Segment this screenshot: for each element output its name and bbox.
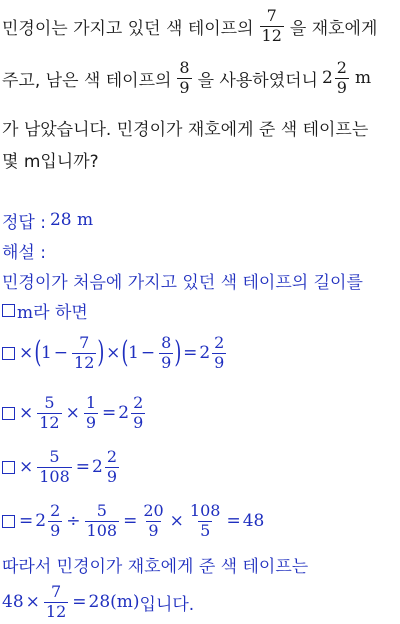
- times-operator: ×: [106, 343, 121, 363]
- times-operator: ×: [19, 403, 34, 423]
- equals-operator: =: [19, 511, 34, 531]
- problem-text: 몇 m입니까?: [2, 151, 99, 172]
- final-equation: [2, 580, 194, 624]
- problem-text: 가 남았습니다. 민경이가 재호에게 준 색 테이프는: [2, 119, 369, 140]
- times-operator: ×: [19, 343, 34, 363]
- fraction: $\frac{8}{9}$: [161, 332, 172, 372]
- problem-text: 민경이는 가지고 있던 색 테이프의: [2, 18, 254, 39]
- fraction: $\frac{8}{9}$: [179, 57, 190, 97]
- equals-operator: =: [183, 343, 198, 363]
- equation-3: [2, 444, 121, 490]
- equation-1: [2, 330, 228, 376]
- equals-operator: =: [226, 511, 241, 531]
- solution-heading-text: 해설 :: [2, 242, 46, 263]
- paren-close: ): [174, 335, 182, 370]
- mixed-number: 2 $\frac{2}{9}$: [92, 446, 118, 486]
- problem-text: 을 사용하였더니: [197, 70, 318, 91]
- answer-label: 정답 :: [2, 212, 46, 233]
- minus-operator: −: [140, 343, 156, 363]
- fraction: $\frac{108}{5}$: [189, 500, 221, 540]
- paren-open: (: [121, 335, 129, 370]
- paren-open: (: [34, 335, 42, 370]
- equals-operator: =: [72, 592, 87, 612]
- problem-line-4: [2, 146, 99, 172]
- problem-text: 주고, 남은 색 테이프의: [2, 70, 172, 91]
- solution-heading: [2, 238, 46, 262]
- times-operator: ×: [169, 511, 184, 531]
- equation-result: 48: [242, 511, 265, 531]
- solution-text: 입니다.: [139, 594, 195, 615]
- problem-line-2: [2, 56, 371, 100]
- equals-operator: =: [75, 457, 91, 477]
- paren-close: ): [97, 335, 105, 370]
- mixed-number: 2 $\frac{2}{9}$: [35, 500, 61, 540]
- blank-box: [2, 515, 15, 528]
- equation-number: 1: [128, 343, 139, 363]
- solution-text: 따라서 민경이가 재호에게 준 색 테이프는: [2, 556, 309, 577]
- solution-line-3: [2, 552, 308, 576]
- blank-box: [2, 347, 15, 360]
- equation-result: 28(m): [88, 592, 140, 612]
- equation-number: 48: [2, 592, 24, 612]
- times-operator: ×: [19, 457, 34, 477]
- unit-label: m: [354, 68, 372, 88]
- equation-4: [2, 498, 264, 544]
- equals-operator: =: [102, 403, 117, 423]
- fraction: $\frac{7}{12}$: [74, 332, 95, 372]
- times-operator: ×: [65, 403, 80, 423]
- fraction: $\frac{20}{9}$: [143, 500, 164, 540]
- mixed-number: 2 $\frac{2}{9}$: [118, 392, 144, 432]
- fraction: $\frac{5}{108}$: [86, 500, 118, 540]
- equation-number: 1: [40, 343, 52, 363]
- divide-operator: ÷: [66, 511, 81, 531]
- equals-operator: =: [123, 511, 138, 531]
- solution-text: 민경이가 처음에 가지고 있던 색 테이프의 길이를: [2, 272, 363, 293]
- mixed-number: 2 $\frac{2}{9}$: [321, 57, 347, 97]
- fraction: $\frac{1}{9}$: [85, 392, 97, 432]
- times-operator: ×: [25, 592, 40, 612]
- mixed-number: 2 $\frac{2}{9}$: [199, 332, 225, 372]
- fraction: $\frac{7}{12}$: [45, 581, 67, 621]
- solution-line-1: [2, 268, 363, 292]
- fraction: $\frac{7}{12}$: [261, 5, 282, 45]
- problem-line-3: [2, 114, 368, 140]
- solution-text: m라 하면: [17, 302, 88, 323]
- minus-operator: −: [53, 343, 69, 363]
- blank-box: [2, 461, 15, 474]
- fraction: $\frac{5}{12}$: [39, 392, 60, 432]
- problem-line-1: [2, 4, 377, 48]
- solution-line-2: [2, 298, 88, 322]
- equation-2: [2, 390, 147, 436]
- blank-box: [2, 407, 15, 420]
- problem-text: 을 재호에게: [289, 18, 378, 39]
- answer-value: 28 m: [49, 210, 94, 230]
- blank-box: [2, 304, 15, 317]
- fraction: $\frac{5}{108}$: [39, 446, 70, 486]
- answer-line: [2, 208, 93, 232]
